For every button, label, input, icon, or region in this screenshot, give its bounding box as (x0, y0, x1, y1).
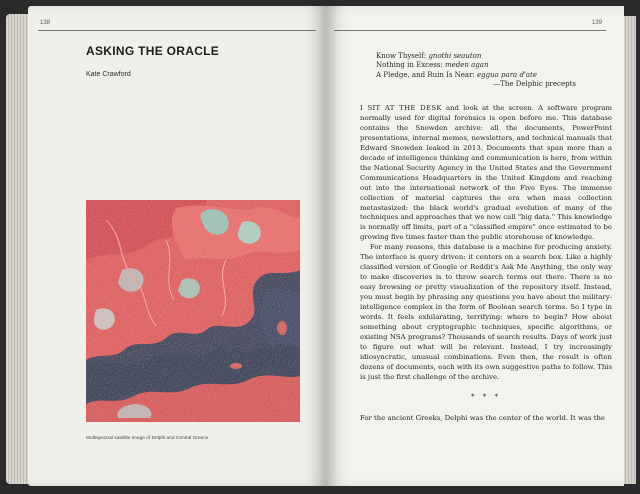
paragraph: I SIT AT THE DESK and look at the screen. A software program normally used for digital forensics is open before me. This database contains the Snowden archive: all the documents, PowerPoint presentations, internal memos, newsletters, and technical manuals that Edward Snowden leaked in 2013. Documents that span more than a decade of intelligence thinking and communication is here, from within the National Security Agency in the United States and the Government Communications Headquarters in the United Kingdom and reaching out into the international network of the Five Eyes. The immense collection of material captures the era when mass collection metastasized: the black world's gradual evolution of many of the techniques and approaches that we now call "big data." This knowledge is normally off limits, part of a "classified empire" once estimated to be growing five times faster than the public storehouse of knowledge. (360, 104, 612, 242)
epigraph-line: A Pledge, and Ruin Is Near: eggua para d'ate (376, 70, 537, 79)
epigraph-line: Nothing in Excess: meden agan (376, 61, 489, 70)
figure-caption: Multispectral satellite image of Delphi and Central Greece (86, 436, 209, 441)
paragraph: For many reasons, this database is a machine for producing anxiety. The interface is query driven: it centers on a search box. Like a highly classified version of Google or Reddit's Ask Me Anything, the only way to make discoveries is to throw search terms out there. There is no easy browsing or pretty visualization of the repository itself. Instead, you must begin by phrasing any questions you have about the military-intelligence complex in the form of Boolean search terms. So I type in words. It feels exhilarating, terrifying: where to begin? How about something about cryptographic techniques, specific algorithms, or existing NSA programs? Thousands of search results. Days of work just to figure out what will be relevant. Instead, I try increasingly idiosyncratic, unusual combinations. Even then, the result is often dozens of documents, each with its own suggestive paths to follow. This is just the first challenge of the archive. (360, 243, 612, 381)
open-book (6, 6, 636, 490)
left-page (28, 6, 326, 486)
page-edges-right (622, 16, 636, 484)
header-rule (38, 30, 316, 31)
chapter-title: ASKING THE ORACLE (86, 44, 220, 58)
body-text (360, 104, 612, 424)
page-number-left: 138 (40, 20, 51, 26)
satellite-image (86, 200, 300, 422)
section-break: * * * (471, 392, 501, 401)
paragraph: For the ancient Greeks, Delphi was the center of the world. It was the (360, 413, 606, 422)
right-page (326, 6, 624, 486)
header-rule (334, 30, 606, 31)
author-name: Kate Crawford (86, 71, 131, 78)
epigraph-attribution: —The Delphic precepts (493, 80, 576, 89)
paragraph-lead: I SIT AT THE DESK (360, 104, 442, 112)
epigraph (376, 52, 576, 90)
epigraph-line: Know Thyself: gnothi seauton (376, 52, 482, 60)
page-number-right: 139 (591, 20, 602, 26)
